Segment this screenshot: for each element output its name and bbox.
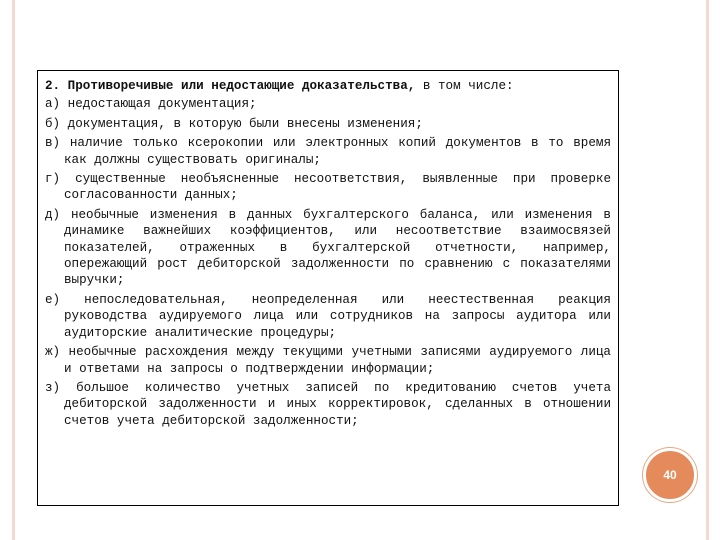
list-item-v: в) наличие только ксерокопии или электронных копий документов в то время как должны существовать оригиналы; [45, 136, 611, 167]
page-number-badge: 40 [643, 448, 697, 502]
slide-heading [45, 78, 611, 94]
list-item-e: е) непоследовательная, неопределенная или неестественная реакция руководства аудируемого лица или сотрудников на запросы аудитора или аудиторские аналитические процедуры; [45, 292, 611, 340]
right-frame-line [706, 0, 709, 540]
list-item-a: а) недостающая документация; [45, 97, 257, 112]
list-item-z: з) большое количество учетных записей по кредитованию счетов учета дебиторской задолженности и иных корректировок, сделанных в отношении счетов учета дебиторской задолженности; [45, 380, 611, 428]
heading-rest: в том числе: [415, 79, 514, 93]
left-frame-line [12, 0, 15, 540]
heading-strong: 2. Противоречивые или недостающие доказательства, [45, 79, 416, 93]
list-item-d: д) необычные изменения в данных бухгалтерского баланса, или изменения в динамике важнейших коэффициентов, или несоответствие взаимосвязей показателей, отраженных в бухгалтерской отчетности, например, опережающий рост дебиторской задолженности по сравнению с показателями выручки; [45, 207, 611, 288]
list-item-zh: ж) необычные расхождения между текущими учетными записями аудируемого лица и ответами на запросы о подтверждении информации; [45, 345, 611, 376]
text-box [37, 70, 619, 506]
list-item-g: г) существенные необъясненные несоответствия, выявленные при проверке согласованности данных; [45, 172, 611, 203]
list-item-b: б) документация, в которую были внесены изменения; [45, 116, 423, 131]
